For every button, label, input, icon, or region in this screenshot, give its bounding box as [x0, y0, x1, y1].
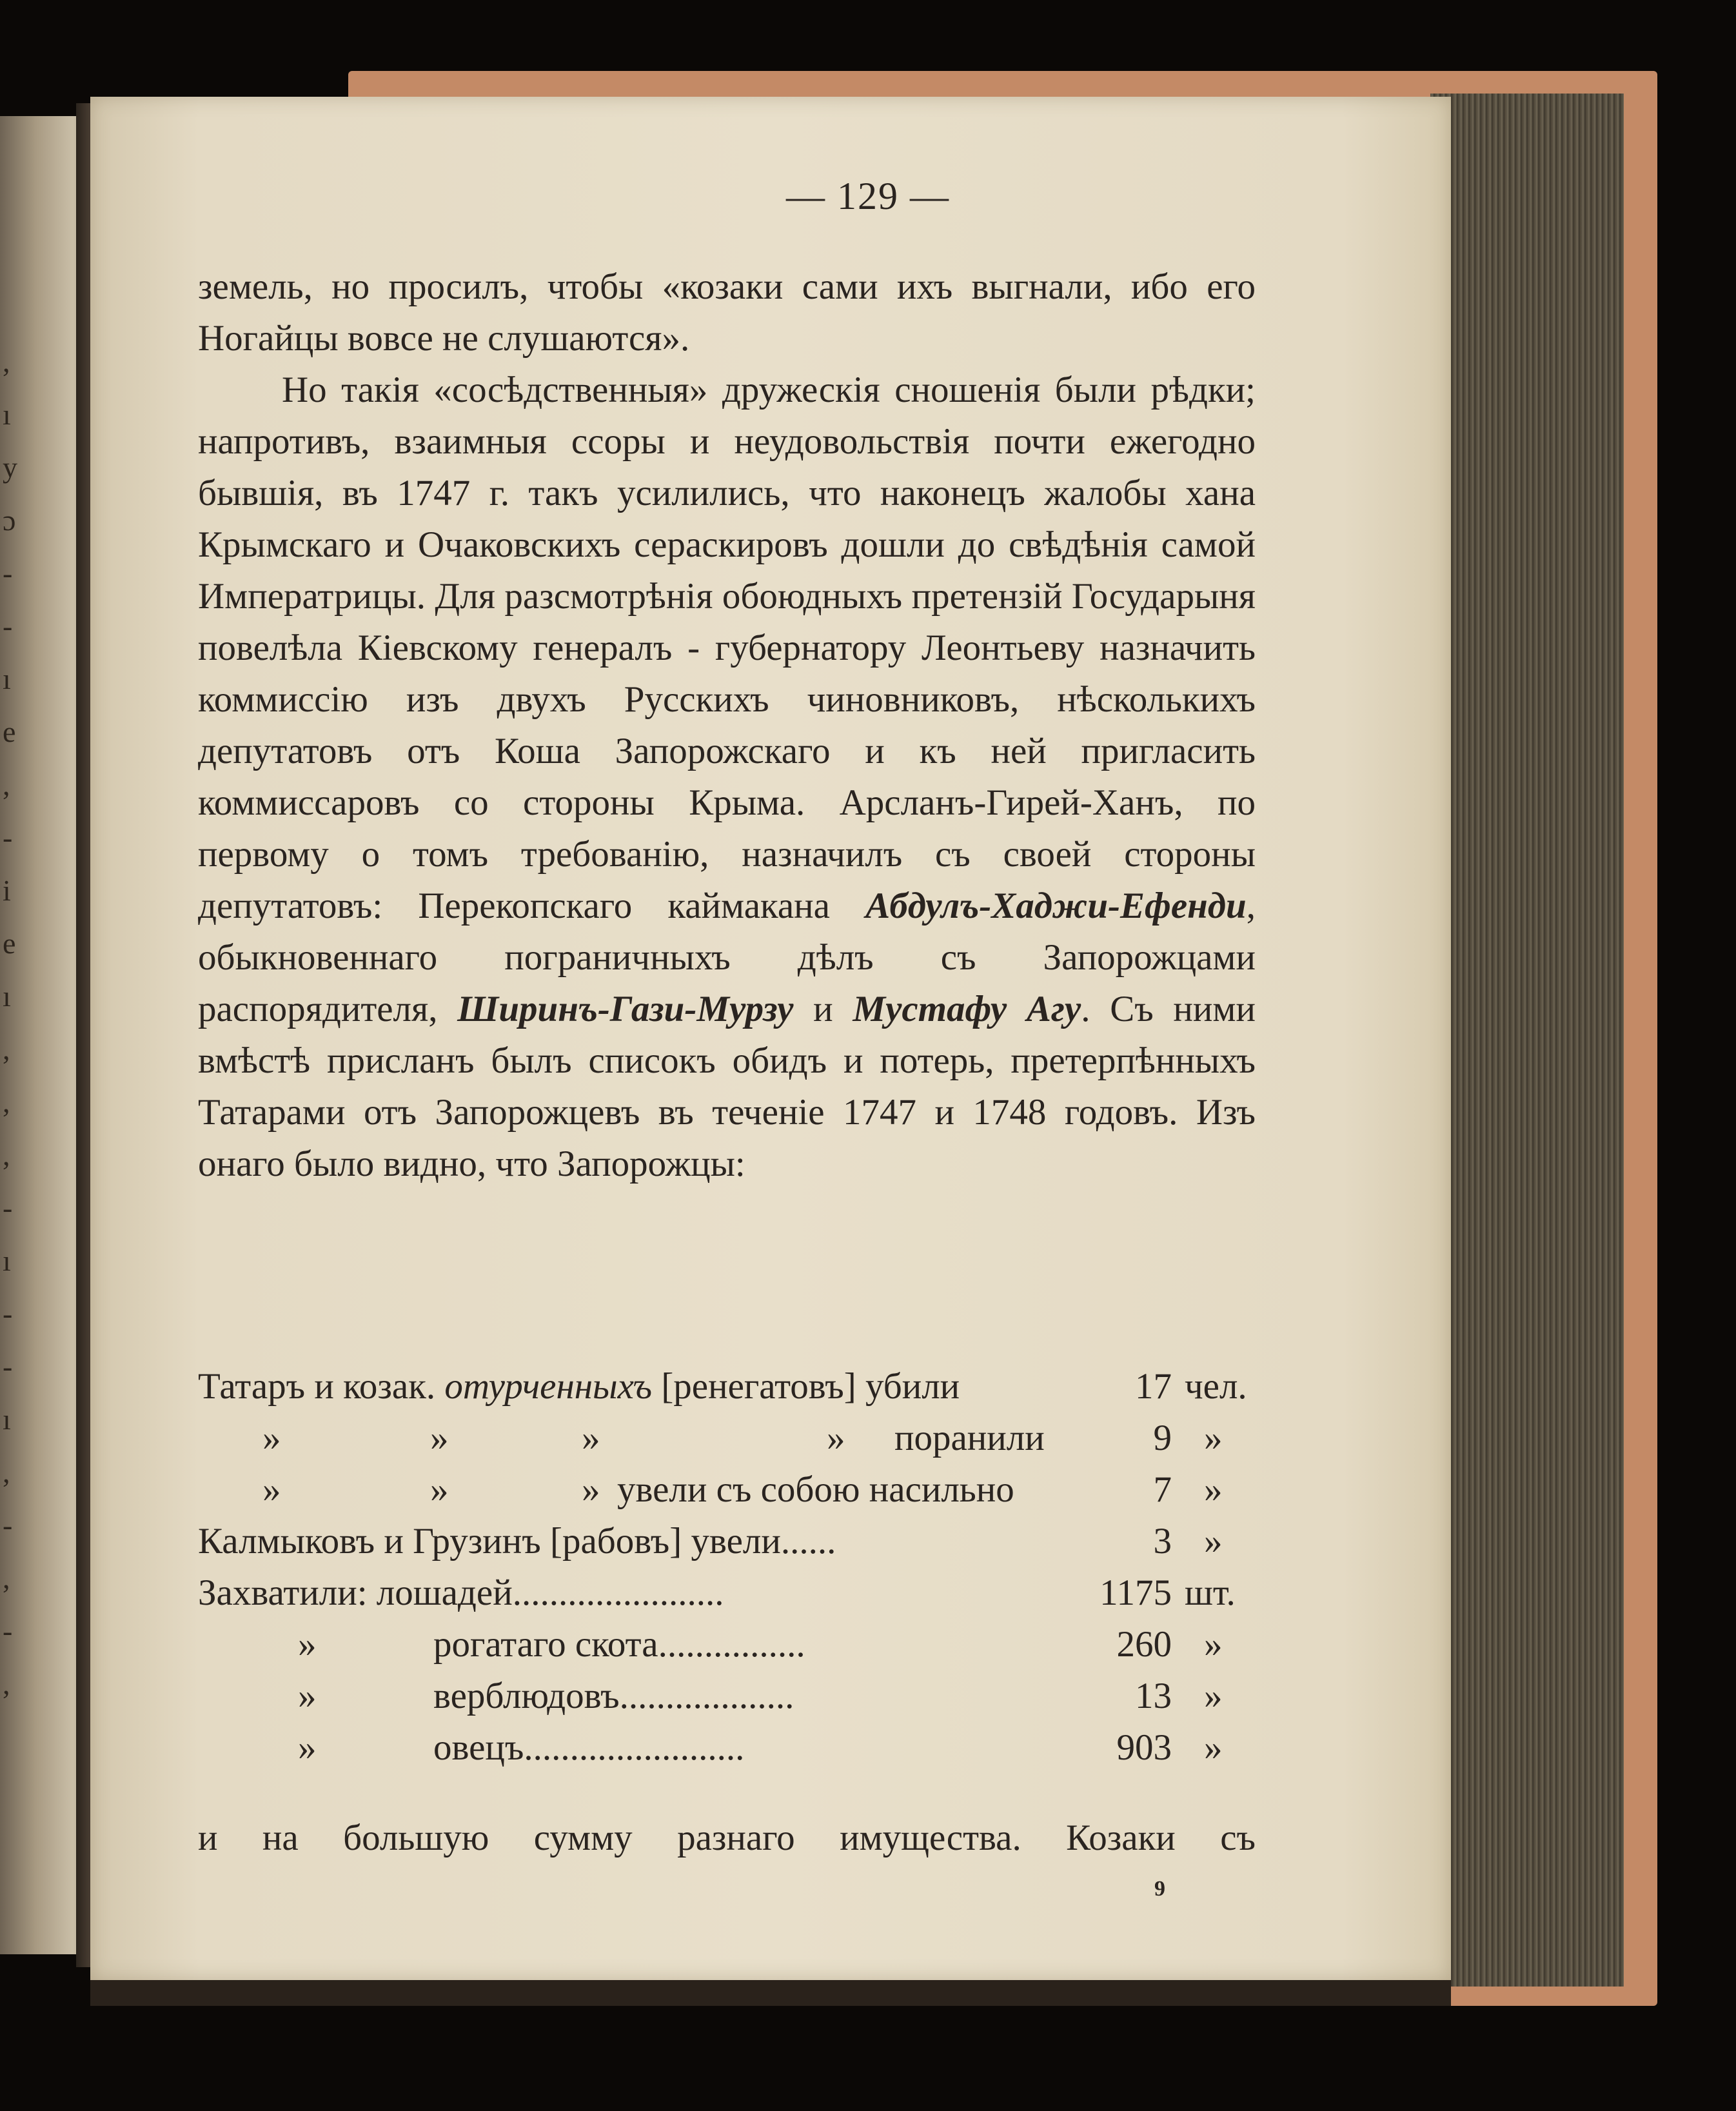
row-value: 260 — [1116, 1624, 1172, 1665]
left-page-fragment: e — [3, 715, 16, 748]
ditto-mark: » — [430, 1418, 449, 1458]
left-page-fragment: , — [3, 1456, 10, 1489]
ditto-mark: » — [262, 1469, 281, 1510]
page-number: — 129 — — [786, 175, 950, 217]
left-page-fragment: - — [3, 1509, 13, 1541]
table-row — [198, 1619, 1256, 1670]
paragraph-2: Но такія «сосѣдственныя» дружескія сношенія были рѣдки; напротивъ, взаимныя ссоры и неудовольствія почти ежегодно бывшія, въ 1747 г. такъ усилились, что наконецъ жалобы хана Крымскаго и Очаковскихъ сераскировъ дошли до свѣдѣнія самой Императрицы. Для разсмотрѣнія обоюдныхъ претензій Государыня повелѣла Кіевскому генералъ - губернатору Леонтьеву назначить коммиссію изъ двухъ Русскихъ чиновниковъ, нѣсколькихъ депутатовъ отъ Коша Запорожскаго и къ ней пригласить коммиссаровъ со стороны Крыма. Арсланъ-Гирей-Ханъ, по первому о томъ требованію, назначилъ съ своей стороны депутатовъ: Перекопскаго каймакана Абдулъ-Хаджи-Ефенди, обыкновеннаго пограничныхъ дѣлъ съ Запорожцами распорядителя, Ширинъ-Гази-Мурзу и Мустафу Агу. Съ ними вмѣстѣ присланъ былъ списокъ обидъ и потерь, претерпѣнныхъ Татарами отъ Запорожцевъ въ теченіе 1747 и 1748 годовъ. Изъ онаго было видно, что Запорожцы: — [198, 370, 1256, 1184]
row-label: Захватили: лошадей....................... — [198, 1572, 724, 1613]
left-page-fragment: , — [3, 1085, 10, 1118]
ditto-mark: » — [582, 1418, 600, 1458]
row-value: 17 — [1135, 1366, 1172, 1407]
ditto-mark: » — [582, 1469, 600, 1510]
table-row — [198, 1567, 1256, 1619]
row-value: 7 — [1153, 1469, 1172, 1510]
row-unit: » — [1204, 1624, 1223, 1665]
left-page-fragment: - — [3, 821, 13, 854]
left-page-fragment: ı — [3, 980, 11, 1013]
row-label: Татаръ и козак. отурченныхъ [ренегатовъ] убили — [198, 1366, 960, 1407]
table-row — [198, 1670, 1256, 1722]
row-unit: » — [1204, 1469, 1223, 1510]
left-page-fragment: , — [3, 1033, 10, 1065]
left-page-fragment: ı — [3, 1244, 11, 1277]
table-row — [198, 1722, 1256, 1774]
left-page-fragment: , — [3, 1561, 10, 1594]
table-row — [198, 1361, 1256, 1412]
closing-line: и на большую сумму разнаго имущества. Козаки съ — [198, 1818, 1256, 1858]
left-page-fragment: , — [3, 1667, 10, 1700]
left-page-fragment: - — [3, 557, 13, 590]
row-label: Калмыковъ и Грузинъ [рабовъ] увели...... — [198, 1521, 836, 1561]
name-abdul: Абдулъ-Хаджи-Ефенди — [865, 886, 1247, 926]
left-page-fragment: y — [3, 451, 17, 484]
left-page-fragment: - — [3, 1614, 13, 1647]
name-mustafa: Мустафу Агу — [853, 989, 1081, 1029]
ditto-mark: » — [262, 1418, 281, 1458]
left-page-fragment: , — [3, 1138, 10, 1171]
left-page-fragment: , — [3, 345, 10, 378]
left-page-fragment: - — [3, 610, 13, 642]
ditto-mark: » — [298, 1624, 317, 1665]
paragraph-1: земель, но просилъ, чтобы «козаки сами ихъ выгнали, ибо его Ногайцы вовсе не слушаются». — [198, 266, 1256, 359]
left-page-fragment: - — [3, 1297, 13, 1330]
ditto-mark: » — [430, 1469, 449, 1510]
row-value: 3 — [1153, 1521, 1172, 1561]
row-value: 903 — [1116, 1727, 1172, 1768]
left-page-fragment: - — [3, 1350, 13, 1383]
signature-mark: 9 — [1154, 1877, 1165, 1901]
row-value: 13 — [1135, 1676, 1172, 1716]
row-unit: чел. — [1185, 1366, 1247, 1407]
row-value: 9 — [1153, 1418, 1172, 1458]
ditto-mark: » — [298, 1727, 317, 1768]
losses-table — [198, 1361, 1256, 1774]
body-text — [198, 261, 1256, 1190]
left-page-fragment: ɔ — [3, 504, 16, 537]
left-page-fragment: ı — [3, 398, 11, 431]
left-page-fragment: - — [3, 1191, 13, 1224]
row-unit: » — [1204, 1727, 1223, 1768]
table-row — [198, 1464, 1256, 1516]
table-row — [198, 1412, 1256, 1464]
left-page-fragment: , — [3, 768, 10, 801]
row-value: 1175 — [1100, 1572, 1172, 1613]
row-label: верблюдовъ................... — [433, 1676, 794, 1716]
row-label: увели съ собою насильно — [617, 1469, 1014, 1510]
left-page-fragment: ı — [3, 662, 11, 695]
row-unit: » — [1204, 1676, 1223, 1716]
name-shirin: Ширинъ-Гази-Мурзу — [457, 989, 794, 1029]
ditto-mark: » — [827, 1418, 845, 1458]
row-label: овецъ........................ — [433, 1727, 745, 1768]
row-unit: » — [1204, 1418, 1223, 1458]
page-block-edges — [1430, 94, 1624, 1987]
left-page-fragment: ı — [3, 1403, 11, 1436]
left-page-fragment: e — [3, 927, 16, 960]
book-bottom-edge — [90, 1980, 1451, 2006]
row-unit: » — [1204, 1521, 1223, 1561]
previous-page-text-fragments — [3, 335, 28, 1710]
row-label: поранили — [894, 1418, 1045, 1458]
table-row — [198, 1516, 1256, 1567]
left-page-fragment: i — [3, 874, 11, 907]
row-unit: шт. — [1185, 1572, 1236, 1613]
ditto-mark: » — [298, 1676, 317, 1716]
row-label: рогатаго скота................ — [433, 1624, 805, 1665]
